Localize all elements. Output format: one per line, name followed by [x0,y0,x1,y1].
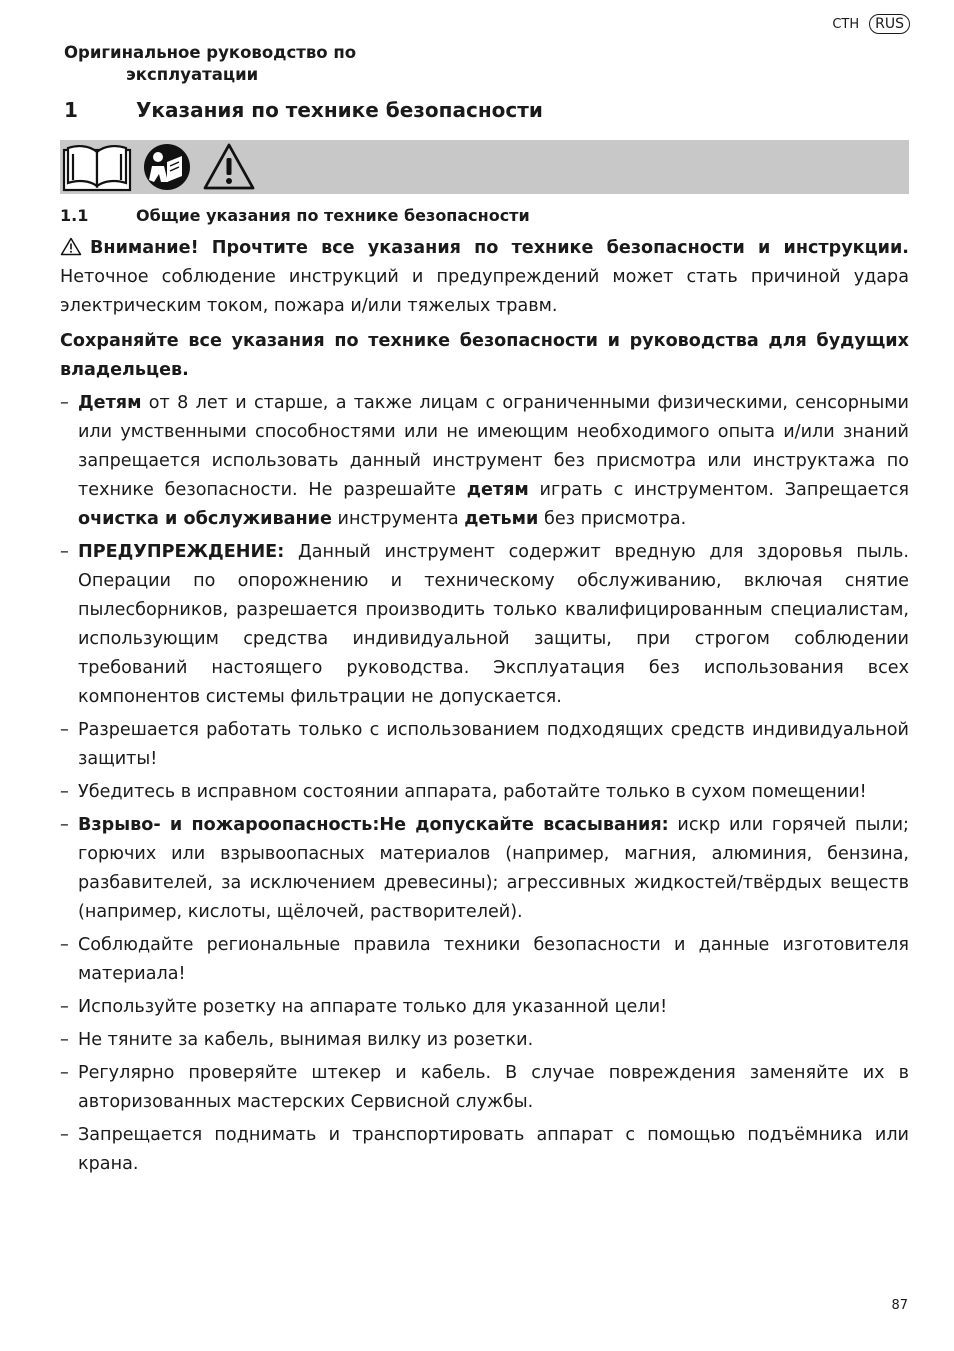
emphasis-text: ПРЕДУПРЕЖДЕНИЕ: [78,542,285,562]
item-text: Регулярно проверяйте штекер и кабель. В случае повреждения заменяйте их в авторизованных мастерских Сервисной службы. [78,1063,909,1112]
consult-manual-icon [142,142,192,192]
warning-heading-text: Внимание! Прочтите все указания по технике безопасности и инструкции. [90,238,909,258]
model-code: CTH [832,16,860,32]
item-text: Не тяните за кабель, вынимая вилку из розетки. [78,1030,534,1050]
list-item [60,931,909,989]
safety-list [60,389,909,1179]
item-text: от 8 лет и старше, а также лицам с ограниченными физическими, сенсорными или умственными способностями или не имеющим необходимого опыта и/или знаний запрещается использовать данный инструмент без присмотра или инструктажа по технике безопасности. Не разрешайте [78,393,909,500]
language-badge: RUS [869,14,910,34]
item-text: Убедитесь в исправном состоянии аппарата, работайте только в сухом помещении! [78,782,867,802]
warning-text: Неточное соблюдение инструкций и предупреждений может стать причиной удара электрическим током, пожара и/или тяжелых травм. [60,267,909,316]
safety-content [60,234,909,1183]
list-item [60,778,909,807]
emphasis-text: детям [466,480,529,500]
list-item [60,811,909,927]
item-text: Соблюдайте региональные правила техники безопасности и данные изготовителя материала! [78,935,909,984]
document-title-line1: Оригинальное руководство по [64,43,357,62]
list-item [60,538,909,712]
item-text: Данный инструмент содержит вредную для здоровья пыль. Операции по опорожнению и техническому обслуживанию, включая снятие пылесборников, разрешается производить только квалифицированным специалистам, использующим средства индивидуальной защиты, при строгом соблюдении требований настоящего руководства. Эксплуатация без использования всех компонентов системы фильтрации не допускается. [78,542,909,707]
keep-instructions-note: Сохраняйте все указания по технике безопасности и руководства для будущих владельцев. [60,331,909,380]
list-item [60,1059,909,1117]
page-header [832,14,910,34]
emphasis-text: Взрыво- и пожароопасность:Не допускайте всасывания: [78,815,669,835]
item-text: без присмотра. [538,509,687,529]
section-heading [64,98,543,122]
item-text: Разрешается работать только с использованием подходящих средств индивидуальной защиты! [78,720,909,769]
document-title-line2: эксплуатации [126,65,259,84]
item-text: Запрещается поднимать и транспортировать аппарат с помощью подъёмника или крана. [78,1125,909,1174]
warning-triangle-icon [202,142,256,192]
section-title: Указания по технике безопасности [136,98,543,122]
warning-small-icon [60,237,82,256]
item-text: искр или горячей пыли; горючих или взрывоопасных материалов (например, магния, алюминия, бензина, разбавителей, за исключением древесины); агрессивных жидкостей/твёрдых веществ (например, кислоты, щёлочей, растворителей). [78,815,909,922]
list-item [60,1026,909,1055]
list-item [60,716,909,774]
safety-icon-bar [60,140,909,194]
section-number: 1 [64,98,78,122]
subsection-number: 1.1 [60,206,89,225]
document-title [64,42,356,86]
list-item [60,1121,909,1179]
warning-heading [60,234,909,263]
list-item [60,993,909,1022]
page-number: 87 [891,1298,908,1313]
item-text: играть с инструментом. Запрещается [528,480,909,500]
emphasis-text: Детям [78,393,142,413]
list-item [60,389,909,534]
subsection-heading [60,206,530,225]
subsection-title: Общие указания по технике безопасности [136,206,530,225]
item-text: инструмента [331,509,465,529]
item-text: Используйте розетку на аппарате только для указанной цели! [78,997,668,1017]
read-manual-icon [62,142,132,192]
emphasis-text: очистка и обслуживание [78,509,332,529]
emphasis-text: детьми [464,509,539,529]
